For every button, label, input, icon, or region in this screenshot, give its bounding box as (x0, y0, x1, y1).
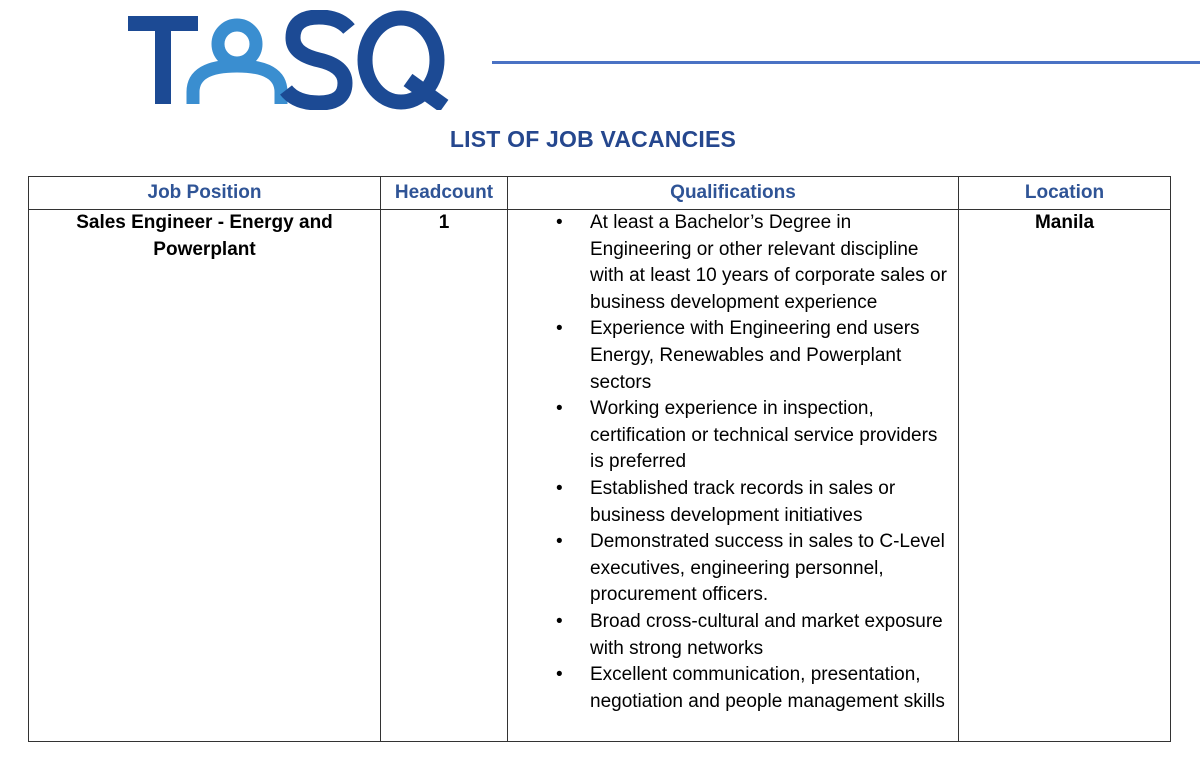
qualification-text: At least a Bachelor’s Degree in Engineering or other relevant discipline with at least 10 years of corporate sales or business development experience (590, 212, 947, 313)
header-qualifications: Qualifications (508, 177, 959, 210)
qualification-text: Working experience in inspection, certification or technical service providers is preferred (590, 398, 938, 473)
qualifications-cell (508, 210, 959, 742)
qualification-item (556, 662, 950, 715)
qualification-item (556, 529, 950, 609)
bullet-icon: • (556, 318, 563, 340)
bullet-icon: • (556, 610, 563, 632)
tasq-logo-graphic (126, 10, 450, 110)
qualification-item (556, 210, 950, 316)
qualification-text: Experience with Engineering end users Energy, Renewables and Powerplant sectors (590, 318, 920, 393)
bullet-icon: • (556, 664, 563, 686)
bullet-icon: • (556, 212, 563, 233)
qualification-item (556, 609, 950, 662)
header-divider (492, 61, 1200, 64)
header-headcount: Headcount (381, 177, 508, 210)
tasq-logo (126, 10, 450, 110)
header-location: Location (959, 177, 1171, 210)
bullet-icon: • (556, 531, 563, 553)
qualification-item (556, 316, 950, 396)
header-job-position: Job Position (29, 177, 381, 210)
job-vacancies-table (28, 176, 1171, 742)
headcount-cell: 1 (381, 210, 508, 742)
qualification-text: Excellent communication, presentation, negotiation and people management skills (590, 664, 945, 712)
qualification-item (556, 476, 950, 529)
bullet-icon: • (556, 477, 563, 499)
qualification-item (556, 396, 950, 476)
qualification-text: Established track records in sales or business development initiatives (590, 477, 896, 526)
location-cell: Manila (959, 210, 1171, 742)
job-position-cell: Sales Engineer - Energy and Powerplant (29, 210, 381, 742)
table-row (29, 210, 1171, 742)
qualifications-list (508, 210, 958, 715)
qualification-text: Demonstrated success in sales to C-Level executives, engineering personnel, procurement officers. (590, 531, 945, 606)
bullet-icon: • (556, 398, 563, 420)
page-title: LIST OF JOB VACANCIES (449, 126, 737, 152)
qualification-text: Broad cross-cultural and market exposure with strong networks (590, 610, 943, 659)
table-header-row (29, 177, 1171, 210)
